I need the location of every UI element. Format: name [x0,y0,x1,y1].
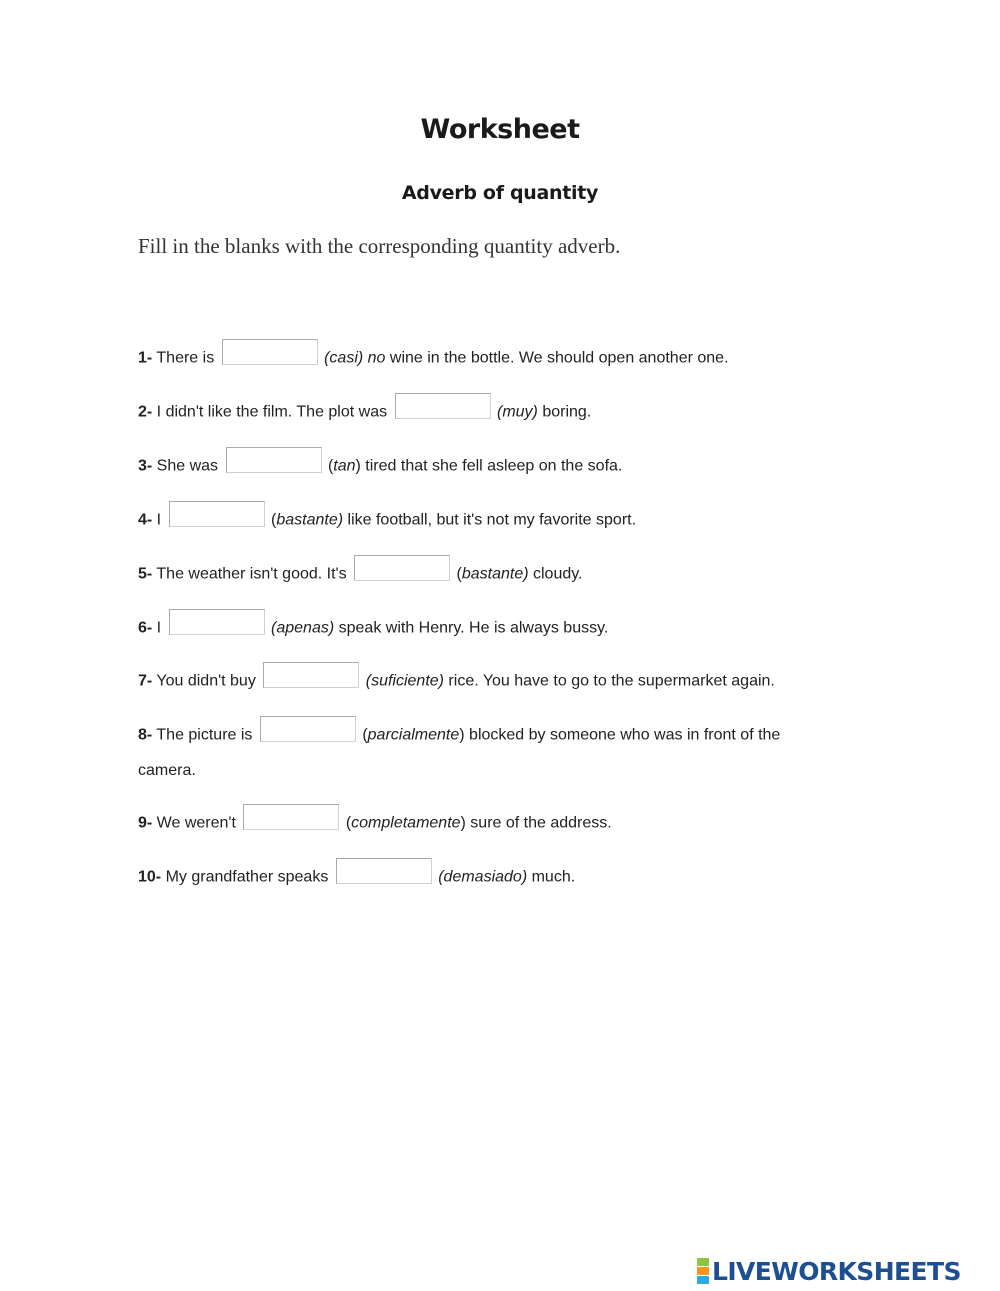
item-number: 9- [138,814,153,832]
exercise-item-6 [138,609,838,646]
worksheet-subtitle: Adverb of quantity [401,182,599,204]
exercise-item-4 [138,501,838,538]
liveworksheets-logo [697,1256,961,1286]
worksheet-title: Worksheet [420,114,580,145]
exercise-item-5 [138,555,838,592]
answer-blank-8[interactable] [260,716,356,742]
item-paren: ( [345,814,352,832]
answer-blank-5[interactable] [354,555,450,581]
item-number: 7- [138,672,153,690]
item-text-before: You didn't buy [152,672,261,690]
item-text-before: I [152,619,166,637]
item-text-after: cloudy. [528,565,583,583]
exercise-item-2 [138,393,838,430]
exercise-item-3 [138,447,838,484]
item-paren: ( [271,511,277,529]
item-text-after: much. [527,868,576,886]
exercise-item-1 [138,339,838,376]
spanish-hint: completamente [351,814,461,832]
logo-text: LIVEWORKSHEETS [712,1256,961,1286]
spanish-hint: (demasiado) [438,868,528,886]
answer-blank-6[interactable] [169,609,265,635]
exercise-item-9 [138,804,838,841]
spanish-hint: tan [333,457,356,475]
item-text-before: The weather isn't good. It's [152,565,352,583]
answer-blank-4[interactable] [169,501,265,527]
exercise-item-8 [138,716,838,788]
item-text-before: I didn't like the film. The plot was [152,403,392,421]
item-text-after: ) blocked by someone who was in front of the camera. [138,726,781,779]
item-text-before: There is [152,349,219,367]
exercise-item-7 [138,662,838,699]
instructions: Fill in the blanks with the corresponding quantity adverb. [138,234,621,258]
item-text-before: My grandfather speaks [161,868,333,886]
spanish-hint: bastante) [461,565,529,583]
answer-blank-3[interactable] [226,447,322,473]
item-paren: ( [327,457,334,475]
item-paren: ( [362,726,368,744]
item-number: 10- [138,868,162,886]
answer-blank-10[interactable] [336,858,432,884]
item-text-after: wine in the bottle. We should open another one. [385,349,729,367]
item-number: 3- [138,457,153,475]
item-number: 4- [138,511,153,529]
item-number: 8- [138,726,153,744]
answer-blank-9[interactable] [243,804,339,830]
spanish-hint: bastante) [276,511,344,529]
item-text-after: ) tired that she fell asleep on the sofa. [355,457,623,475]
spanish-hint: (muy) [497,403,538,421]
item-number: 1- [138,349,153,367]
item-paren: ( [456,565,462,583]
exercise-item-10 [138,858,838,895]
logo-mark-icon [697,1258,709,1284]
item-text-before: We weren't [152,814,241,832]
answer-blank-7[interactable] [263,662,359,688]
item-text-after: rice. You have to go to the supermarket again. [443,672,775,690]
item-number: 2- [138,403,153,421]
item-text-before: She was [152,457,223,475]
item-text-before: The picture is [152,726,257,744]
item-text-before: I [152,511,166,529]
spanish-hint: (casi) no [324,349,386,367]
item-text-after: speak with Henry. He is always bussy. [334,619,609,637]
spanish-hint: (apenas) [271,619,335,637]
spanish-hint: (suficiente) [365,672,444,690]
item-text-after: like football, but it's not my favorite sport. [343,511,637,529]
item-text-after: ) sure of the address. [460,814,612,832]
spanish-hint: parcialmente [367,726,460,744]
item-number: 6- [138,619,153,637]
item-text-after: boring. [537,403,592,421]
answer-blank-1[interactable] [222,339,318,365]
answer-blank-2[interactable] [395,393,491,419]
item-number: 5- [138,565,153,583]
